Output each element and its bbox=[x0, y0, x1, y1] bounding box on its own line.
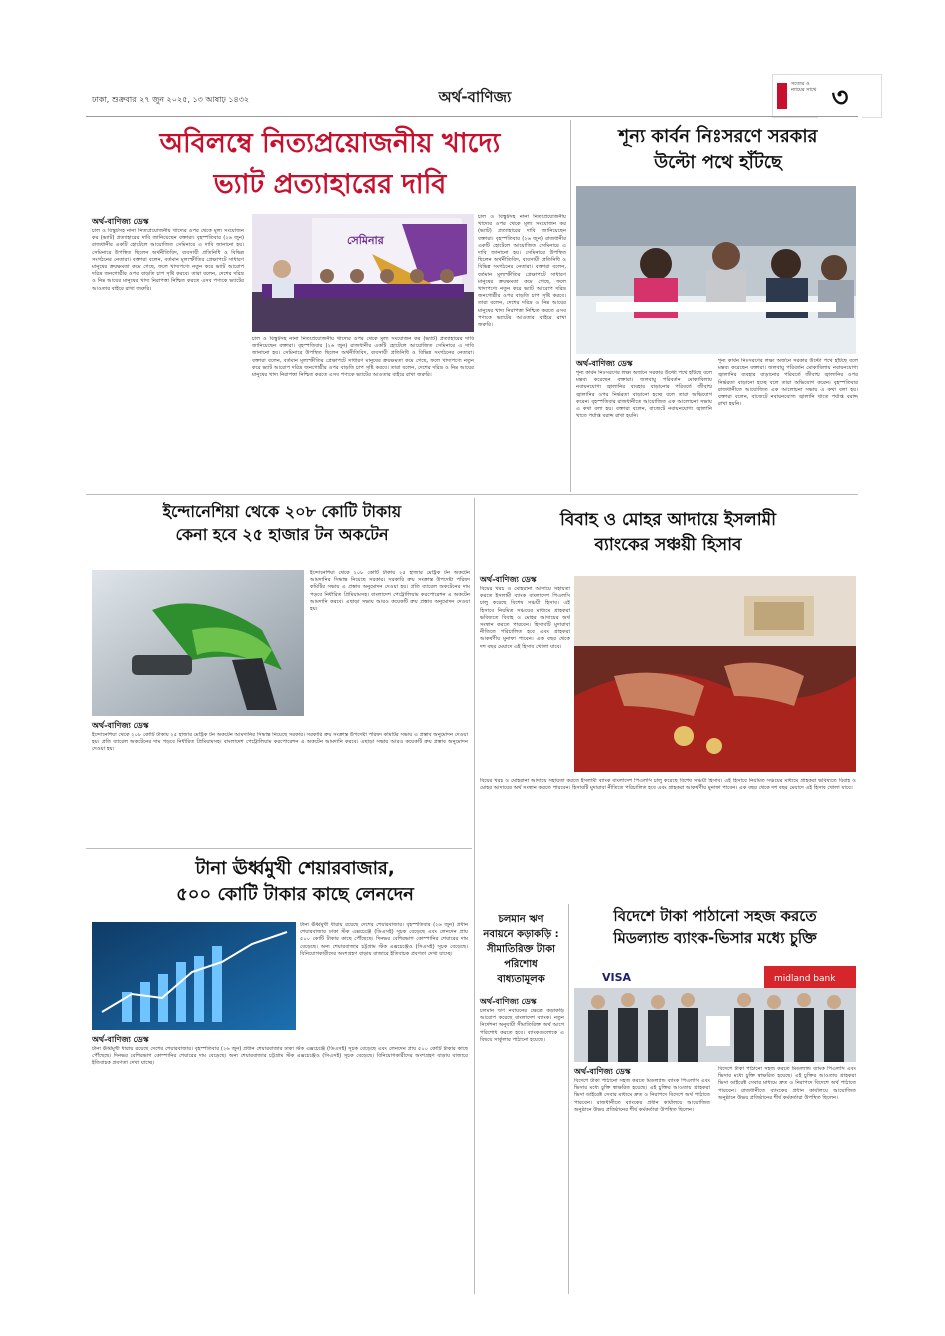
islami-headline-line1: বিবাহ ও মোহর আদায়ে ইসলামী bbox=[560, 510, 776, 530]
octane-body-col2: ইন্দোনেশিয়া থেকে ২০৮ কোটি টাকায় ২৫ হাজার মেট্রিক টন অকটেন আমদানির সিদ্ধান্ত নিয়েছে সরকার। সরকারি ক্রয় সংক্রান্ত উপদেষ্টা পরিষদ কমিটির সভায় এ প্রস্তাব অনুমোদন দেওয়া হয়। প্রতি ব্যারেল অকটেনের দাম পড়বে নির্ধারিত প্রিমিয়ামসহ। বাংলাদেশ পেট্রোলিয়াম করপোরেশন এ অকটেন আমদানি করবে। এছাড়া সভায় আরও কয়েকটি ক্রয় প্রস্তাব অনুমোদন দেওয়া হয়। bbox=[310, 570, 470, 613]
midland-signing-photo bbox=[574, 966, 856, 1062]
carbon-body-col1: শূন্য কার্বন নিঃসরণের লক্ষ্য অর্জনে সরকার উল্টো পথে হাঁটছে বলে মন্তব্য করেছেন বক্তারা। জলবায়ু পরিবর্তন মোকাবিলায় নবায়নযোগ্য জ্বালানির ব্যবহার বাড়ানোর পরিবর্তে জীবাশ্ম জ্বালানির ওপর নির্ভরতা বাড়ানো হচ্ছে বলে তারা অভিযোগ করেন। বৃহস্পতিবার রাজধানীতে আয়োজিত এক আলোচনা সভায় এ কথা বলা হয়। বক্তারা বলেন, বাজেটে নবায়নযোগ্য জ্বালানি খাতে পর্যাপ্ত বরাদ্দ রাখা হয়নি। bbox=[576, 370, 712, 420]
fuel-pump-photo bbox=[92, 570, 304, 716]
loan-body: চলমান ঋণ নবায়নের ক্ষেত্রে কড়াকড়ি আরোপ করেছে বাংলাদেশ ব্যাংক। নতুন নির্দেশনা অনুযায়ী সীমাতিরিক্ত অর্থ আগে পরিশোধ করতে হবে। ব্যাংকগুলোকে এ বিষয়ে সার্কুলার পাঠানো হয়েছে। bbox=[480, 1008, 564, 1043]
visa-logo-text: VISA bbox=[602, 971, 632, 984]
midland-headline-line2: মিডল্যান্ড ব্যাংক-ভিসার মধ্যে চুক্তি bbox=[613, 928, 817, 947]
column-divider bbox=[474, 884, 475, 1294]
midland-headline bbox=[574, 906, 856, 950]
octane-body-col1: ইন্দোনেশিয়া থেকে ২০৮ কোটি টাকায় ২৫ হাজার মেট্রিক টন অকটেন আমদানির সিদ্ধান্ত নিয়েছে সরকার। সরকারি ক্রয় সংক্রান্ত উপদেষ্টা পরিষদ কমিটির সভায় এ প্রস্তাব অনুমোদন দেওয়া হয়। প্রতি ব্যারেল অকটেনের দাম পড়বে নির্ধারিত প্রিমিয়ামসহ। বাংলাদেশ পেট্রোলিয়াম করপোরেশন এ অকটেন আমদানি করবে। এছাড়া সভায় আরও কয়েকটি ক্রয় প্রস্তাব অনুমোদন দেওয়া হয়। bbox=[92, 732, 468, 753]
stock-body-col2: টানা ঊর্ধ্বমুখী ধারায় রয়েছে দেশের শেয়ারবাজার। বৃহস্পতিবার (২৬ জুন) প্রধান শেয়ারবাজার ঢাকা স্টক এক্সচেঞ্জে (ডিএসই) সূচক বেড়েছে এবং লেনদেন প্রায় ৫০০ কোটি টাকার কাছে পৌঁছেছে। দিনভর বেশিরভাগ কোম্পানির শেয়ারের দাম বেড়েছে। অন্য শেয়ারবাজার চট্টগ্রাম স্টক এক্সচেঞ্জেও (সিএসই) সূচক বেড়েছে। বিনিয়োগকারীদের অংশগ্রহণ বাড়ায় বাজারে ইতিবাচক প্রবণতা দেখা যাচ্ছে। bbox=[300, 922, 468, 957]
islami-byline: অর্থ-বাণিজ্য ডেস্ক bbox=[480, 575, 537, 584]
stock-headline bbox=[140, 856, 450, 908]
loan-kicker: চলমান ঋণ bbox=[498, 914, 544, 925]
octane-headline-line1: ইন্দোনেশিয়া থেকে ২০৮ কোটি টাকায় bbox=[162, 502, 402, 521]
vat-headline-line2: ভ্যাট প্রত্যাহারের দাবি bbox=[213, 169, 447, 201]
carbon-body-col2: শূন্য কার্বন নিঃসরণের লক্ষ্য অর্জনে সরকার উল্টো পথে হাঁটছে বলে মন্তব্য করেছেন বক্তারা। জলবায়ু পরিবর্তন মোকাবিলায় নবায়নযোগ্য জ্বালানির ব্যবহার বাড়ানোর পরিবর্তে জীবাশ্ম জ্বালানির ওপর নির্ভরতা বাড়ানো হচ্ছে বলে তারা অভিযোগ করেন। বৃহস্পতিবার রাজধানীতে আয়োজিত এক আলোচনা সভায় এ কথা বলা হয়। বক্তারা বলেন, বাজেটে নবায়নযোগ্য জ্বালানি খাতে পর্যাপ্ত বরাদ্দ রাখা হয়নি। bbox=[718, 358, 858, 408]
stock-byline: অর্থ-বাণিজ্য ডেস্ক bbox=[92, 1035, 149, 1044]
vat-headline bbox=[140, 124, 520, 204]
vat-byline: অর্থ-বাণিজ্য ডেস্ক bbox=[92, 217, 149, 226]
stock-headline-line1: টানা ঊর্ধ্বমুখী শেয়ারবাজার, bbox=[195, 858, 395, 879]
midland-body-col1: বিদেশে টাকা পাঠানো সহজ করতে মিডল্যান্ড ব্যাংক পিএলসি এবং ভিসার মধ্যে চুক্তি স্বাক্ষরিত হয়েছে। এই চুক্তির আওতায় গ্রাহকরা ভিসা ডাইরেক্ট সেবার মাধ্যমে দ্রুত ও নিরাপদে বিদেশে অর্থ পাঠাতে পারবেন। রাজধানীতে ব্যাংকের প্রধান কার্যালয়ে আয়োজিত অনুষ্ঠানে উভয় প্রতিষ্ঠানের শীর্ষ কর্মকর্তারা উপস্থিত ছিলেন। bbox=[574, 1078, 710, 1113]
stock-chart-photo bbox=[92, 922, 296, 1030]
logo-tagline: সত্যের ও ন্যায়ের সাথে bbox=[791, 81, 817, 93]
header-rule bbox=[86, 116, 858, 117]
islami-body-col1: বিয়ের খরচ ও মোহরানা আদায়ে সহায়তা করতে ইসলামী ব্যাংক বাংলাদেশ পিএলসি চালু করেছে বিশেষ সঞ্চয়ী হিসাব। এই হিসাবে নিয়মিত সঞ্চয়ের মাধ্যমে গ্রাহকরা ভবিষ্যতে বিবাহ ও মোহর আদায়ের অর্থ সংস্থান করতে পারবেন। হিসাবটি মুদারাবা নীতিতে পরিচালিত হবে এবং গ্রাহকরা আকর্ষণীয় মুনাফা পাবেন। এক বছর থেকে দশ বছর মেয়াদে এই হিসাব খোলা যাবে। bbox=[480, 586, 570, 650]
vat-headline-line1: অবিলম্বে নিত্যপ্রয়োজনীয় খাদ্যে bbox=[159, 128, 501, 159]
octane-headline-line2: কেনা হবে ২৫ হাজার টন অকটেন bbox=[175, 525, 389, 545]
column-divider bbox=[568, 904, 569, 1294]
date-line: ঢাকা, শুক্রবার ২৭ জুন ২০২৫, ১৩ আষাঢ় ১৪৩২ bbox=[92, 95, 250, 104]
row-divider bbox=[86, 494, 858, 495]
islami-body-col2: বিয়ের খরচ ও মোহরানা আদায়ে সহায়তা করতে ইসলামী ব্যাংক বাংলাদেশ পিএলসি চালু করেছে বিশেষ সঞ্চয়ী হিসাব। এই হিসাবে নিয়মিত সঞ্চয়ের মাধ্যমে গ্রাহকরা ভবিষ্যতে বিবাহ ও মোহর আদায়ের অর্থ সংস্থান করতে পারবেন। হিসাবটি মুদারাবা নীতিতে পরিচালিত হবে এবং গ্রাহকরা আকর্ষণীয় মুনাফা পাবেন। এক বছর থেকে দশ বছর মেয়াদে এই হিসাব খোলা যাবে। bbox=[480, 778, 856, 792]
islami-headline-line2: ব্যাংকের সঞ্চয়ী হিসাব bbox=[594, 534, 742, 555]
vat-banner-text: সেমিনার bbox=[347, 234, 384, 247]
vat-seminar-photo bbox=[252, 214, 474, 332]
octane-byline: অর্থ-বাণিজ্য ডেস্ক bbox=[92, 721, 149, 730]
octane-headline bbox=[92, 500, 472, 546]
stock-headline-line2: ৫০০ কোটি টাকার কাছে লেনদেন bbox=[176, 884, 414, 906]
page-number: ৩ bbox=[818, 78, 862, 118]
vat-body-col3: চাল ও বিস্কুটসহ নানা নিত্যপ্রয়োজনীয় খাদ্যের ওপর থেকে মূল্য সংযোজন কর (ভ্যাট) প্রত্যাহারের দাবি জানিয়েছেন বক্তারা। বৃহস্পতিবার (২৬ জুন) রাজধানীর একটি হোটেলে আয়োজিত সেমিনারে এ দাবি জানানো হয়। সেমিনারে উপস্থিত ছিলেন অর্থনীতিবিদ, ব্যবসায়ী প্রতিনিধি ও বিভিন্ন সংগঠনের নেতারা। বক্তারা বলেন, বর্তমান মূল্যস্ফীতির প্রেক্ষাপটে সাধারণ মানুষের ক্রয়ক্ষমতা কমে গেছে, ফলে খাদ্যপণ্যে নতুন করে ভ্যাট আরোপ দরিদ্র জনগোষ্ঠীর ওপর বাড়তি চাপ সৃষ্টি করবে। তারা বলেন, দেশের দরিদ্র ও নিম্ন আয়ের মানুষের খাদ্য নিরাপত্তা নিশ্চিত করতে এসব পণ্যকে ভ্যাটের আওতার বাইরে রাখা জরুরি। bbox=[478, 214, 566, 329]
carbon-headline-line1: শূন্য কার্বন নিঃসরণে সরকার bbox=[618, 126, 818, 147]
column-divider bbox=[474, 498, 475, 884]
loan-byline: অর্থ-বাণিজ্য ডেস্ক bbox=[480, 997, 537, 1006]
row-divider bbox=[86, 848, 472, 849]
islami-headline bbox=[480, 508, 856, 557]
carbon-byline: অর্থ-বাণিজ্য ডেস্ক bbox=[576, 359, 633, 368]
midland-body-col2: বিদেশে টাকা পাঠানো সহজ করতে মিডল্যান্ড ব্যাংক পিএলসি এবং ভিসার মধ্যে চুক্তি স্বাক্ষরিত হয়েছে। এই চুক্তির আওতায় গ্রাহকরা ভিসা ডাইরেক্ট সেবার মাধ্যমে দ্রুত ও নিরাপদে বিদেশে অর্থ পাঠাতে পারবেন। রাজধানীতে ব্যাংকের প্রধান কার্যালয়ে আয়োজিত অনুষ্ঠানে উভয় প্রতিষ্ঠানের শীর্ষ কর্মকর্তারা উপস্থিত ছিলেন। bbox=[718, 1066, 856, 1101]
carbon-panel-photo bbox=[576, 186, 856, 354]
wedding-hands-photo bbox=[574, 576, 856, 772]
midland-headline-line1: বিদেশে টাকা পাঠানো সহজ করতে bbox=[613, 907, 817, 925]
loan-headline bbox=[480, 912, 562, 987]
vat-body-col2: চাল ও বিস্কুটসহ নানা নিত্যপ্রয়োজনীয় খাদ্যের ওপর থেকে মূল্য সংযোজন কর (ভ্যাট) প্রত্যাহারের দাবি জানিয়েছেন বক্তারা। বৃহস্পতিবার (২৬ জুন) রাজধানীর একটি হোটেলে আয়োজিত সেমিনারে এ দাবি জানানো হয়। সেমিনারে উপস্থিত ছিলেন অর্থনীতিবিদ, ব্যবসায়ী প্রতিনিধি ও বিভিন্ন সংগঠনের নেতারা। বক্তারা বলেন, বর্তমান মূল্যস্ফীতির প্রেক্ষাপটে সাধারণ মানুষের ক্রয়ক্ষমতা কমে গেছে, ফলে খাদ্যপণ্যে নতুন করে ভ্যাট আরোপ দরিদ্র জনগোষ্ঠীর ওপর বাড়তি চাপ সৃষ্টি করবে। তারা বলেন, দেশের দরিদ্র ও নিম্ন আয়ের মানুষের খাদ্য নিরাপত্তা নিশ্চিত করতে এসব পণ্যকে ভ্যাটের আওতার বাইরে রাখা জরুরি। bbox=[252, 336, 474, 379]
midland-logo-text: midland bank bbox=[774, 974, 836, 984]
midland-byline: অর্থ-বাণিজ্য ডেস্ক bbox=[574, 1067, 631, 1076]
logo-mark-icon bbox=[777, 83, 787, 109]
section-title: অর্থ-বাণিজ্য bbox=[438, 88, 512, 106]
vat-body-col1: চাল ও বিস্কুটসহ নানা নিত্যপ্রয়োজনীয় খাদ্যের ওপর থেকে মূল্য সংযোজন কর (ভ্যাট) প্রত্যাহারের দাবি জানিয়েছেন বক্তারা। বৃহস্পতিবার (২৬ জুন) রাজধানীর একটি হোটেলে আয়োজিত সেমিনারে এ দাবি জানানো হয়। সেমিনারে উপস্থিত ছিলেন অর্থনীতিবিদ, ব্যবসায়ী প্রতিনিধি ও বিভিন্ন সংগঠনের নেতারা। বক্তারা বলেন, বর্তমান মূল্যস্ফীতির প্রেক্ষাপটে সাধারণ মানুষের ক্রয়ক্ষমতা কমে গেছে, ফলে খাদ্যপণ্যে নতুন করে ভ্যাট আরোপ দরিদ্র জনগোষ্ঠীর ওপর বাড়তি চাপ সৃষ্টি করবে। তারা বলেন, দেশের দরিদ্র ও নিম্ন আয়ের মানুষের খাদ্য নিরাপত্তা নিশ্চিত করতে এসব পণ্যকে ভ্যাটের আওতার বাইরে রাখা জরুরি। bbox=[92, 228, 244, 292]
carbon-headline-line2: উল্টো পথে হাঁটছে bbox=[654, 152, 782, 174]
carbon-headline bbox=[578, 124, 858, 176]
column-divider bbox=[570, 120, 571, 492]
stock-body-col1: টানা ঊর্ধ্বমুখী ধারায় রয়েছে দেশের শেয়ারবাজার। বৃহস্পতিবার (২৬ জুন) প্রধান শেয়ারবাজার ঢাকা স্টক এক্সচেঞ্জে (ডিএসই) সূচক বেড়েছে এবং লেনদেন প্রায় ৫০০ কোটি টাকার কাছে পৌঁছেছে। দিনভর বেশিরভাগ কোম্পানির শেয়ারের দাম বেড়েছে। অন্য শেয়ারবাজার চট্টগ্রাম স্টক এক্সচেঞ্জেও (সিএসই) সূচক বেড়েছে। বিনিয়োগকারীদের অংশগ্রহণ বাড়ায় বাজারে ইতিবাচক প্রবণতা দেখা যাচ্ছে। bbox=[92, 1046, 468, 1067]
loan-headline-text: নবায়নে কড়াকড়ি : সীমাতিরিক্ত টাকা পরিশোধ বাধ্যতামূলক bbox=[483, 929, 559, 985]
